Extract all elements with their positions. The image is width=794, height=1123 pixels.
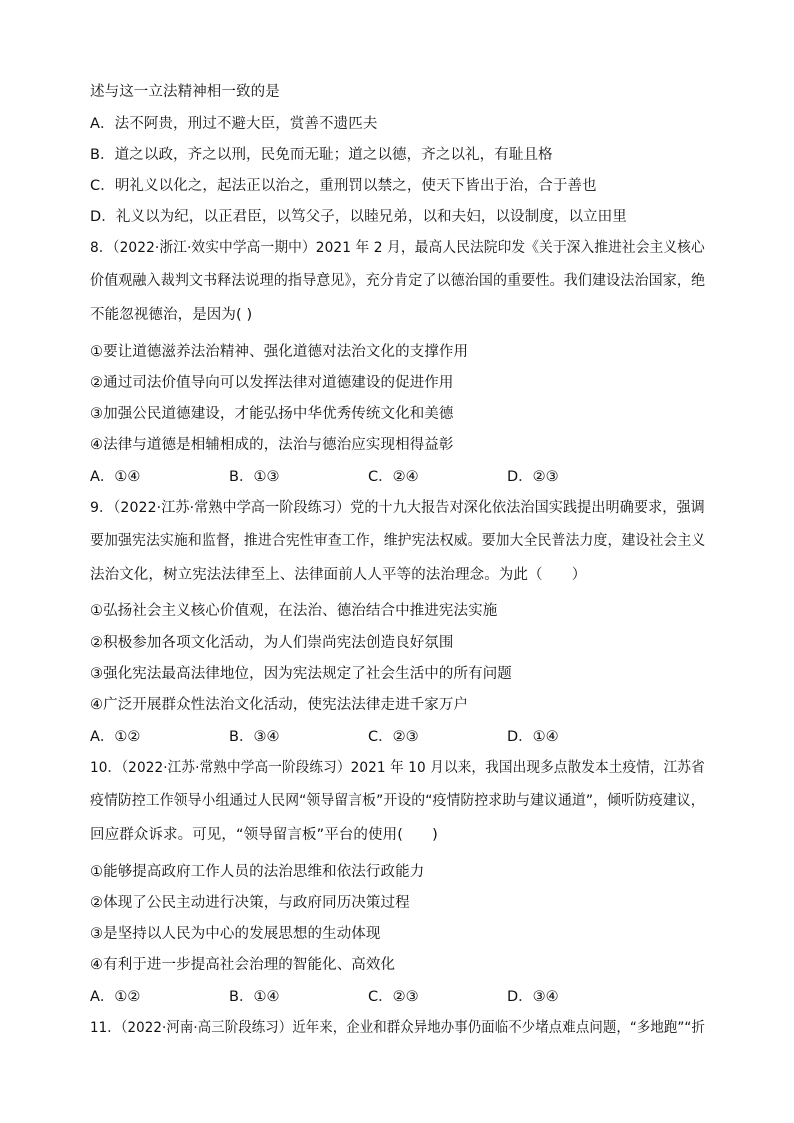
- q10-choice-c: C．②③: [368, 989, 419, 1005]
- q9-choice-d: D．①④: [507, 729, 559, 745]
- q9-statement-3: ③强化宪法最高法律地位，因为宪法规定了社会生活中的所有问题: [90, 666, 512, 682]
- q10-statement-3: ③是坚持以人民为中心的发展思想的生动体现: [90, 926, 381, 942]
- q10-choice-d: D．③④: [507, 989, 559, 1005]
- q8-choice-b: B．①③: [229, 469, 280, 485]
- q8-stem-line-2: 价值观融入裁判文书释法说理的指导意见》，充分肯定了以德治国的重要性。我们建设法治国家，绝: [90, 273, 706, 289]
- q8-stem-line-3: 不能忽视德治，是因为( ): [90, 307, 253, 323]
- q8-stem-line-1: 8．（2022·浙江·效实中学高一期中）2021 年 2 月，最高人民法院印发《关于深入推进社会主义核心: [90, 240, 705, 256]
- q10-statement-1: ①能够提高政府工作人员的法治思维和依法行政能力: [90, 864, 425, 880]
- q9-statement-4: ④广泛开展群众性法治文化活动，使宪法法律走进千家万户: [90, 697, 469, 713]
- q9-stem-line-3: 法治文化，树立宪法法律至上、法律面前人人平等的法治理念。为此（ ）: [90, 567, 587, 583]
- q7-option-a: A．法不阿贵，刑过不避大臣，赏善不遗匹夫: [90, 116, 378, 132]
- q10-stem-line-3: 回应群众诉求。可见，“领导留言板”平台的使用( ): [90, 827, 438, 843]
- q7-option-d: D．礼义以为纪，以正君臣，以笃父子，以睦兄弟，以和夫妇，以设制度，以立田里: [90, 209, 627, 225]
- q8-statement-1: ①要让道德滋养法治精神、强化道德对法治文化的支撑作用: [90, 344, 469, 360]
- q10-choice-a: A．①②: [90, 989, 141, 1005]
- q9-choice-a: A．①②: [90, 729, 141, 745]
- q7-option-b: B．道之以政，齐之以刑，民免而无耻；道之以德，齐之以礼，有耻且格: [90, 147, 553, 163]
- q8-statement-2: ②通过司法价值导向可以发挥法律对道德建设的促进作用: [90, 375, 454, 391]
- q10-stem-line-2: 疫情防控工作领导小组通过人民网“领导留言板”开设的“疫情防控求助与建议通道”，倾听防疫建议，: [90, 793, 705, 809]
- q10-statement-2: ②体现了公民主动进行决策，与政府同历决策过程: [90, 895, 410, 911]
- q8-choice-c: C．②④: [368, 469, 419, 485]
- q9-stem-line-2: 要加强宪法实施和监督，推进合宪性审查工作，维护宪法权威。要加大全民普法力度，建设社会主义: [90, 533, 706, 549]
- q11-stem-line-1: 11．（2022·河南·高三阶段练习）近年来，企业和群众异地办事仍面临不少堵点难点问题，“多地跑”“折: [90, 1020, 705, 1036]
- q9-stem-line-1: 9．（2022·江苏·常熟中学高一阶段练习）党的十九大报告对深化依法治国实践提出明确要求，强调: [90, 500, 705, 516]
- q8-statement-3: ③加强公民道德建设，才能弘扬中华优秀传统文化和美德: [90, 406, 454, 422]
- q10-statement-4: ④有利于进一步提高社会治理的智能化、高效化: [90, 957, 396, 973]
- q9-choice-b: B．③④: [229, 729, 280, 745]
- q10-stem-line-1: 10．（2022·江苏·常熟中学高一阶段练习）2021 年 10 月以来，我国出现多点散发本土疫情，江苏省: [90, 760, 705, 776]
- q10-choice-b: B．①④: [229, 989, 280, 1005]
- q8-choice-d: D．②③: [507, 469, 559, 485]
- q9-statement-1: ①弘扬社会主义核心价值观，在法治、德治结合中推进宪法实施: [90, 603, 498, 619]
- q9-choice-c: C．②③: [368, 729, 419, 745]
- q8-choice-a: A．①④: [90, 469, 141, 485]
- q8-statement-4: ④法律与道德是相辅相成的，法治与德治应实现相得益彰: [90, 437, 454, 453]
- q9-statement-2: ②积极参加各项文化活动，为人们崇尚宪法创造良好氛围: [90, 635, 454, 651]
- q7-option-c: C．明礼义以化之，起法正以治之，重刑罚以禁之，使天下皆出于治，合于善也: [90, 178, 597, 194]
- q7-stem-tail: 述与这一立法精神相一致的是: [90, 84, 280, 100]
